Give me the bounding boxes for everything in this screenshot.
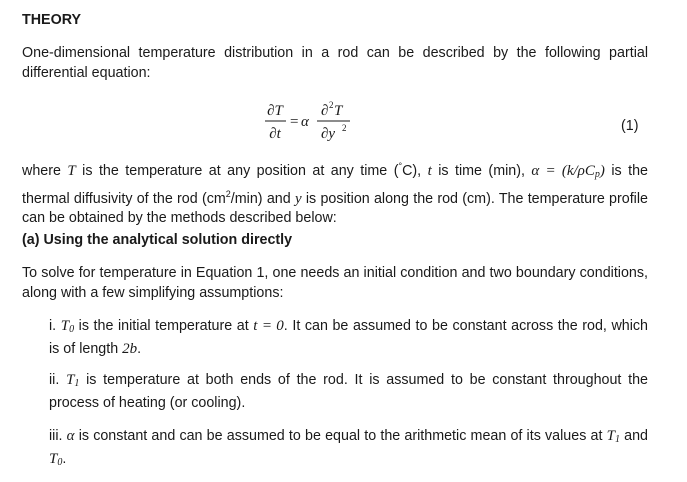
intro-paragraph: One-dimensional temperature distribution in a rod can be described by the following partial differential equation:: [22, 45, 648, 81]
where-paragraph: [22, 157, 648, 229]
item-ii-prefix: ii.: [49, 372, 67, 388]
where-alpha-p: p: [594, 169, 600, 180]
where-text-3: C),: [402, 163, 428, 179]
item-ii-text: is temperature at both ends of the rod. It is assumed to be constant throughout the process of heating (or cooling).: [49, 372, 648, 411]
eq-lhs-numerator: ∂T: [267, 103, 283, 119]
where-var-y: y: [294, 190, 302, 207]
eq-rhs-numerator-exponent: 2: [329, 100, 334, 110]
solve-paragraph: To solve for temperature in Equation 1, one needs an initial condition and two boundary conditions, along with a few simplifying assumptions:: [22, 265, 648, 301]
eq-rhs-denominator: ∂y: [321, 126, 336, 142]
item-ii-subscript: 1: [74, 378, 80, 389]
eq-rhs-numerator-variable: T: [334, 103, 343, 119]
item-iii-var-T1: T: [606, 428, 615, 444]
equation-1: [262, 98, 372, 148]
eq-rhs-denominator-exponent: 2: [342, 123, 347, 133]
where-text-4: is time (min),: [431, 163, 532, 179]
where-alpha-expr: α = (k/ρC: [531, 163, 595, 179]
item-iii-var-T0: T: [49, 450, 58, 467]
item-iii-subscript-1: 1: [614, 434, 620, 445]
where-text-2: is the temperature at any position at any time (: [75, 163, 399, 179]
list-item-i: [49, 317, 648, 359]
where-degree: °: [398, 161, 403, 171]
item-iii-end: .: [62, 450, 67, 467]
section-title-theory: THEORY: [22, 12, 82, 28]
item-ii-var-T: T: [66, 372, 75, 388]
item-i-subscript: 0: [69, 324, 75, 335]
item-i-end: .: [137, 340, 142, 357]
where-var-T: T: [67, 163, 76, 179]
item-i-prefix: i.: [49, 318, 61, 334]
item-i-text-1: is the initial temperature at: [74, 318, 254, 334]
item-iii-prefix: iii.: [49, 428, 67, 444]
item-iii-subscript-0: 0: [57, 456, 63, 468]
item-i-length: 2b: [122, 340, 138, 357]
where-var-t: t: [427, 163, 432, 179]
where-text-1: where: [22, 163, 68, 179]
item-iii-alpha: α: [66, 428, 75, 444]
where-alpha-close: ): [599, 163, 605, 179]
where-text-7: is position along the rod (cm). The temperature profile can be obtained by the methods described below:: [22, 190, 648, 226]
eq-lhs-denominator: ∂t: [269, 126, 281, 142]
where-text-6: /min) and: [230, 190, 295, 207]
section-a-heading: (a) Using the analytical solution directly: [22, 232, 293, 248]
item-i-text-2: . It can be assumed to be constant across the rod, which is of length: [49, 318, 649, 357]
eq-rhs-partial: ∂: [321, 103, 329, 119]
eq-alpha: α: [301, 114, 309, 130]
where-text-5: is the thermal diffusivity of the rod (cm: [22, 163, 648, 207]
equation-number: (1): [621, 118, 639, 134]
where-squared: 2: [225, 188, 231, 199]
item-i-condition: t = 0: [253, 318, 284, 334]
eq-equals: =: [290, 114, 299, 130]
item-iii-text-1: is constant and can be assumed to be equal to the arithmetic mean of its values at: [74, 428, 607, 444]
item-iii-text-2: and: [619, 428, 648, 444]
item-i-var-T: T: [60, 318, 70, 334]
list-item-iii: [49, 427, 648, 472]
list-item-ii: [49, 371, 648, 413]
